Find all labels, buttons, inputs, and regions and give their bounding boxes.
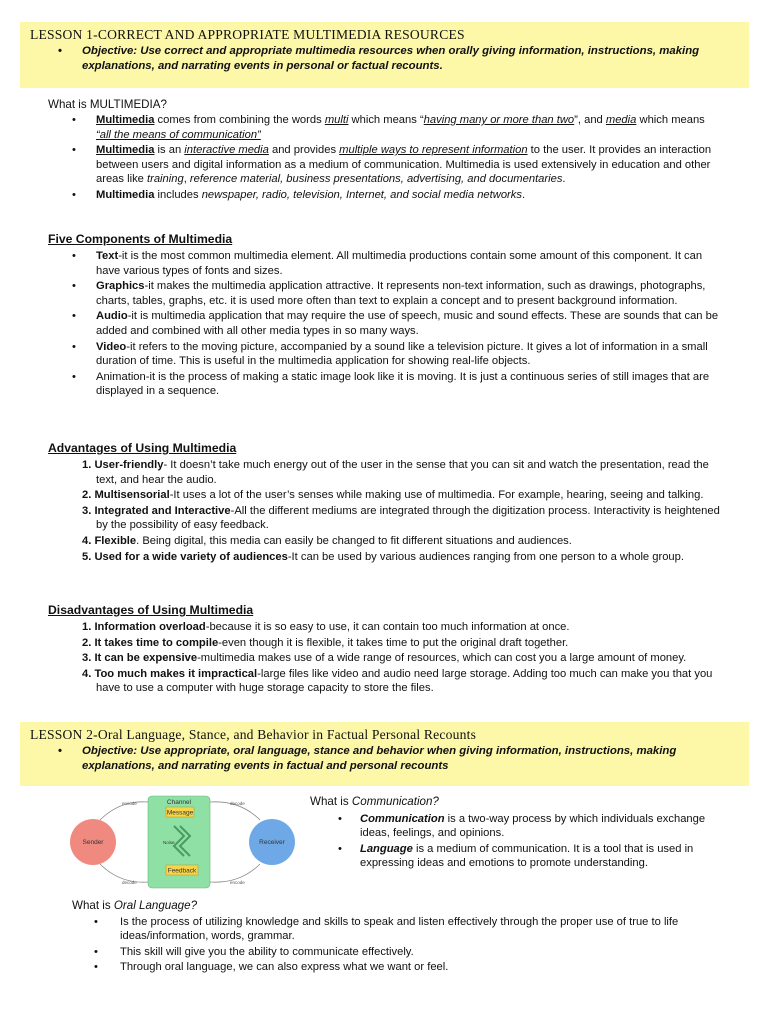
list-item <box>82 534 720 549</box>
term: It takes time to compile <box>94 636 219 649</box>
encode-return-label: encode <box>230 880 245 885</box>
list-item <box>82 651 720 666</box>
list-item <box>72 249 720 278</box>
bullet: • <box>94 945 98 958</box>
term-list: newspaper, radio, television, Internet, and social media networks <box>201 188 522 201</box>
bullet: • <box>94 915 98 928</box>
term: Multisensorial <box>94 489 170 502</box>
desc: Animation-it is the process of making a static image look like it is moving. It is just a continuous series of still images that are displayed in a sequence. <box>96 370 710 398</box>
lesson1-objective <box>58 44 739 74</box>
desc: -multimedia makes use of a wide range of resources, which can cost you a large amount of money. <box>197 652 687 665</box>
bullet: • <box>94 961 98 974</box>
list-item <box>94 960 722 975</box>
term-reference: reference material, business presentations, advertising, and documentaries <box>189 173 563 186</box>
desc: -It uses a lot of the user’s senses while making use of multimedia. For example, hearing, seeing and talking. <box>169 489 704 502</box>
list-item <box>94 945 722 960</box>
term-all-means: “all the means of communication” <box>96 128 261 141</box>
bullet: • <box>58 45 62 57</box>
message-label: Message <box>166 809 194 817</box>
text: and provides <box>268 144 340 157</box>
text: This skill will give you the ability to communicate effectively. <box>120 945 414 958</box>
text: is an <box>154 144 185 157</box>
list-item <box>82 620 720 635</box>
term: It can be expensive <box>94 652 198 665</box>
term: Communication? <box>351 795 439 808</box>
components-section <box>48 231 720 400</box>
bullet: • <box>72 144 76 157</box>
components-heading: Five Components of Multimedia <box>48 232 233 246</box>
communication-diagram <box>60 792 300 892</box>
desc: is a two-way process by which individuals exchange ideas, feelings, and opinions. <box>360 812 706 840</box>
feedback-label: Feedback <box>167 867 197 875</box>
list-item <box>72 113 720 142</box>
term: Flexible <box>94 534 137 547</box>
communication-section <box>310 795 720 872</box>
advantages-section <box>48 440 720 565</box>
noise-label: Noise <box>163 840 175 845</box>
list-item <box>72 279 720 308</box>
text: ”, and <box>574 114 606 126</box>
lesson2-objective <box>58 744 739 774</box>
term: Multimedia <box>96 114 155 126</box>
sender-label: Sender <box>82 839 104 846</box>
list-item <box>338 812 720 841</box>
lesson2-title: LESSON 2-Oral Language, Stance, and Behavior in Factual Personal Recounts <box>30 727 477 742</box>
term: Oral Language? <box>113 899 198 912</box>
list-item <box>82 636 720 651</box>
term: Graphics <box>96 280 145 293</box>
list-item <box>72 309 720 338</box>
what-is-multimedia-section <box>48 97 720 204</box>
receiver-label: Receiver <box>259 839 285 846</box>
oral-language-heading <box>72 899 722 914</box>
desc: -it refers to the moving picture, accompanied by a sound like a television picture. It gives a lot of information in a small duration of time. This is useful in the multimedia application for showing real-life objects. <box>96 340 708 368</box>
bullet: • <box>72 250 76 262</box>
desc: -because it is so easy to use, it can contain too much information at once. <box>205 621 570 633</box>
desc: . Being digital, this media can easily be changed to fit different situations and audiences. <box>136 534 572 547</box>
lesson1-header-box <box>20 22 749 88</box>
text: which means <box>636 114 705 126</box>
term: Multimedia <box>96 188 155 201</box>
lesson2-objective-text: Objective: Use appropriate, oral language, stance and behavior when giving information, instructions, making explanations, and narrating events in factual and personal recounts <box>82 745 677 773</box>
communication-heading <box>310 795 720 810</box>
communication-diagram-svg <box>60 792 300 892</box>
lesson1-title: LESSON 1-CORRECT AND APPROPRIATE MULTIMEDIA RESOURCES <box>30 27 465 42</box>
text: Through oral language, we can also express what we want or feel. <box>120 961 449 974</box>
text: to the user. It provides an interaction between users and digital information as a medium of communication. Multimedia is used extensively in education and other areas like <box>96 144 712 186</box>
text: What is <box>310 795 352 808</box>
num: 3. <box>82 504 92 517</box>
what-is-multimedia-heading: What is MULTIMEDIA? <box>48 98 167 111</box>
term: Information overload <box>94 621 206 633</box>
advantages-heading: Advantages of Using Multimedia <box>48 441 237 455</box>
bullet: • <box>338 812 342 825</box>
term-media: media <box>605 114 637 126</box>
bullet: • <box>338 842 342 855</box>
num: 4. <box>82 667 92 680</box>
list-item <box>338 842 720 871</box>
term: Communication <box>360 812 445 825</box>
bullet: • <box>72 340 76 353</box>
text: , <box>183 173 190 186</box>
desc: -it is the most common multimedia element. All multimedia productions contain some amount of this component. It can have various types of fonts and sizes. <box>96 250 703 277</box>
term: Integrated and Interactive <box>94 504 231 517</box>
decode-return-label: decode <box>122 880 137 885</box>
term: User-friendly <box>94 459 164 471</box>
term: Too much makes it impractical <box>94 667 258 680</box>
term-multiple: multiple ways to represent information <box>339 144 528 157</box>
list-item <box>82 550 720 565</box>
desc: is a medium of communication. It is a tool that is used in expressing ideas and emotions to promote understanding. <box>360 842 694 870</box>
num: 1. <box>82 459 92 471</box>
text: Is the process of utilizing knowledge and skills to speak and listen effectively through the proper use of true to life ideas/information, words, grammar. <box>120 915 679 943</box>
text: includes <box>154 188 202 201</box>
term: Video <box>96 340 127 353</box>
term-training: training <box>147 173 184 186</box>
term: Language <box>360 842 413 855</box>
term: Multimedia <box>96 144 155 157</box>
text: What is <box>72 899 114 912</box>
desc: -It can be used by various audiences ranging from one person to a whole group. <box>287 550 684 563</box>
list-item <box>82 504 720 533</box>
text: comes from combining the words <box>154 114 325 126</box>
desc: -All the different mediums are integrated through the digitization process. Interactivity is heightened by the possibility of easy feedback. <box>96 504 720 532</box>
bullet: • <box>72 114 76 126</box>
term: Used for a wide variety of audiences <box>94 550 288 563</box>
bullet: • <box>58 745 62 757</box>
desc: -even though it is flexible, it takes time to put the original draft together. <box>218 636 569 649</box>
text: . <box>521 188 526 201</box>
desc: -it is multimedia application that may require the use of speech, music and sound effects. These are sounds that can be added and combined with all other media types in so many ways. <box>96 310 719 337</box>
term: Audio <box>96 310 128 323</box>
num: 2. <box>82 489 92 502</box>
lesson2-header-box <box>20 722 749 786</box>
list-item <box>82 667 720 696</box>
term-having: having many or more than two <box>423 114 575 126</box>
list-item <box>82 488 720 503</box>
desc: -large files like video and audio need large storage. Adding too much can make you that you have to use a computer with huge storage capacity to store the files. <box>96 667 713 695</box>
list-item <box>72 188 720 203</box>
num: 3. <box>82 652 92 665</box>
text: . <box>562 173 566 186</box>
bullet: • <box>72 370 76 383</box>
list-item <box>94 915 722 944</box>
term-multi: multi <box>324 114 349 126</box>
num: 2. <box>82 636 92 649</box>
list-item <box>72 340 720 369</box>
disadvantages-section <box>48 602 720 697</box>
list-item <box>72 143 720 187</box>
text: which means “ <box>348 114 424 126</box>
term-interactive: interactive media <box>184 144 269 157</box>
desc: - It doesn’t take much energy out of the user in the sense that you can sit and watch the presentation, read the text, and hear the audio. <box>96 459 709 486</box>
list-item <box>82 458 720 487</box>
list-item <box>72 370 720 399</box>
num: 1. <box>82 621 92 633</box>
lesson1-objective-text: Objective: Use correct and appropriate multimedia resources when orally giving information, instructions, making explanations, and narrating events in personal or factual recounts. <box>82 45 700 73</box>
bullet: • <box>72 188 76 201</box>
num: 5. <box>82 550 92 563</box>
oral-language-section <box>72 899 722 976</box>
disadvantages-heading: Disadvantages of Using Multimedia <box>48 603 254 617</box>
term: Text <box>96 250 119 262</box>
channel-label: Channel <box>166 799 192 806</box>
desc: -it makes the multimedia application attractive. It represents non-text information, such as drawings, photographs, charts, tables, graphs, etc. it is used more often than text to explain a concept and to present background information. <box>96 280 706 307</box>
num: 4. <box>82 534 92 547</box>
bullet: • <box>72 310 76 323</box>
encode-label: encode <box>122 801 137 806</box>
decode-label: decode <box>230 801 245 806</box>
bullet: • <box>72 280 76 293</box>
